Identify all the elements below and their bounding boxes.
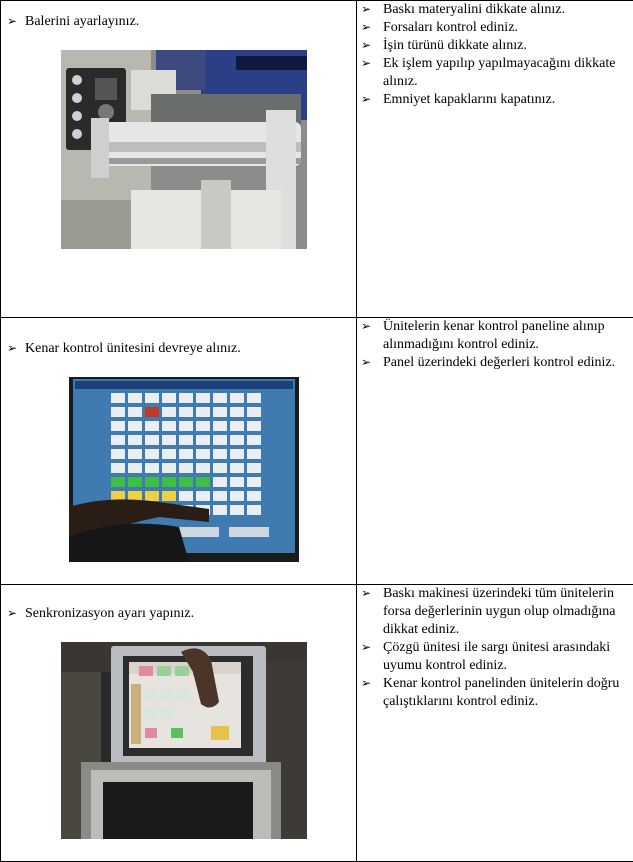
- step-title-1-text: Balerini ayarlayınız.: [25, 13, 139, 30]
- arrowhead-bullet-icon: ➢: [361, 37, 383, 54]
- step-row-1: [1, 1, 633, 318]
- notes-list-2: [357, 318, 633, 372]
- arrowhead-bullet-icon: ➢: [7, 340, 25, 357]
- arrowhead-bullet-icon: ➢: [361, 585, 383, 602]
- step-title-3: [7, 605, 356, 622]
- synchronization-panel-photo: [61, 642, 307, 839]
- arrowhead-bullet-icon: ➢: [361, 91, 383, 108]
- note-item: ➢ İşin türünü dikkate alınız.: [361, 37, 633, 55]
- arrowhead-bullet-icon: ➢: [7, 13, 25, 30]
- arrowhead-bullet-icon: ➢: [361, 675, 383, 692]
- arrowhead-bullet-icon: ➢: [361, 639, 383, 656]
- arrowhead-bullet-icon: ➢: [361, 318, 383, 335]
- notes-list-3: [357, 585, 633, 711]
- note-item: ➢ Çözgü ünitesi ile sargı ünitesi arasındaki uyumu kontrol ediniz.: [361, 639, 633, 675]
- note-item: ➢ Ünitelerin kenar kontrol paneline alınıp alınmadığını kontrol ediniz.: [361, 318, 633, 354]
- notes-list-1: [357, 1, 633, 109]
- notes-cell-2: [357, 318, 633, 585]
- step-cell-2: [1, 318, 357, 585]
- arrowhead-bullet-icon: ➢: [361, 19, 383, 36]
- note-item: ➢ Baskı materyalini dikkate alınız.: [361, 1, 633, 19]
- note-item: ➢ Panel üzerindeki değerleri kontrol ediniz.: [361, 354, 633, 372]
- step-cell-1: [1, 1, 357, 318]
- step-row-2: [1, 318, 633, 585]
- step-cell-3: [1, 585, 357, 862]
- printing-roller-photo: [61, 50, 307, 249]
- edge-control-panel-photo: [69, 377, 299, 562]
- note-item: ➢ Forsaları kontrol ediniz.: [361, 19, 633, 37]
- note-item: ➢ Emniyet kapaklarını kapatınız.: [361, 91, 633, 109]
- step-title-2: [7, 340, 356, 357]
- arrowhead-bullet-icon: ➢: [7, 605, 25, 622]
- note-item: ➢ Ek işlem yapılıp yapılmayacağını dikkate alınız.: [361, 55, 633, 91]
- step-title-1: [7, 13, 356, 30]
- notes-cell-3: [357, 585, 633, 862]
- arrowhead-bullet-icon: ➢: [361, 55, 383, 72]
- step-row-3: [1, 585, 633, 862]
- notes-cell-1: [357, 1, 633, 318]
- note-item: ➢ Baskı makinesi üzerindeki tüm ünitelerin forsa değerlerinin uygun olup olmadığına dikkat ediniz.: [361, 585, 633, 639]
- note-item: ➢ Kenar kontrol panelinden ünitelerin doğru çalıştıklarını kontrol ediniz.: [361, 675, 633, 711]
- step-title-3-text: Senkronizasyon ayarı yapınız.: [25, 605, 194, 622]
- arrowhead-bullet-icon: ➢: [361, 354, 383, 371]
- arrowhead-bullet-icon: ➢: [361, 1, 383, 18]
- step-title-2-text: Kenar kontrol ünitesini devreye alınız.: [25, 340, 241, 357]
